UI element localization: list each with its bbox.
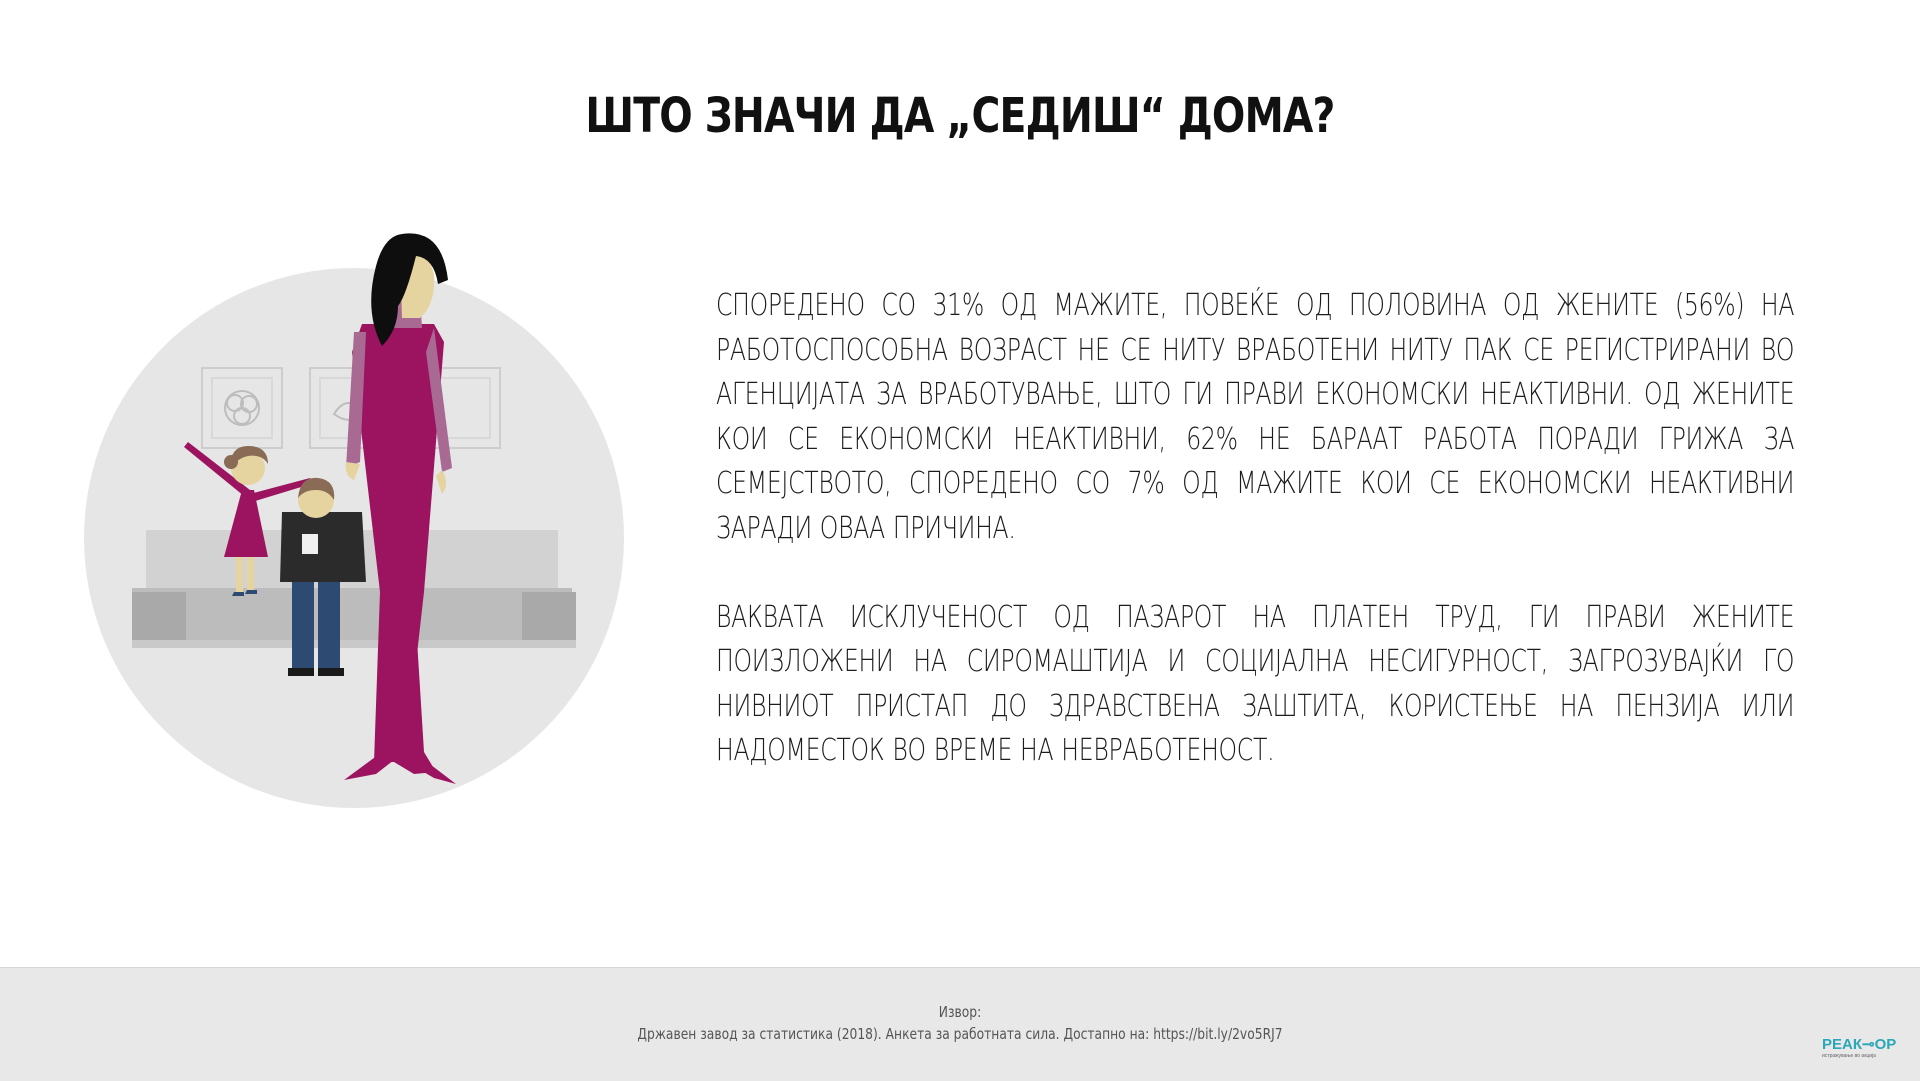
logo-text: РЕАК⊸ОР xyxy=(1822,1036,1897,1053)
paragraph-2: ВАКВАТА ИСКЛУЧЕНОСТ ОД ПАЗАРОТ НА ПЛАТЕН ТРУД, ГИ ПРАВИ ЖЕНИТЕ ПОИЗЛОЖЕНИ НА СИРОМАШТИЈА И СОЦИЈАЛНА НЕСИГУРНОСТ, ЗАГРОЗУВАЈЌИ ГО НИВНИОТ ПРИСТАП ДО ЗДРАВСТВЕНА ЗАШТИТА, КОРИСТЕЊЕ НА ПЕНЗИЈА ИЛИ НАДОМЕСТОК ВО ВРЕМЕ НА НЕВРАБОТЕНОСТ. xyxy=(716,599,1795,769)
main-text xyxy=(716,284,1794,818)
page-title: ШТО ЗНАЧИ ДА „СЕДИШ“ ДОМА? xyxy=(585,88,1335,144)
source-label: Извор: xyxy=(938,1003,982,1021)
family-at-home-illustration xyxy=(84,232,629,810)
logo-tagline: истражување во акција xyxy=(1822,1053,1876,1059)
reaktor-logo xyxy=(1822,1037,1898,1067)
footer xyxy=(0,967,1920,1081)
source-citation xyxy=(173,1001,1747,1045)
paragraph-1: СПОРЕДЕНО СО 31% ОД МАЖИТЕ, ПОВЕЌЕ ОД ПОЛОВИНА ОД ЖЕНИТЕ (56%) НА РАБОТОСПОСОБНА ВОЗРАСТ НЕ СЕ НИТУ ВРАБОТЕНИ НИТУ ПАК СЕ РЕГИСТРИРАНИ ВО АГЕНЦИЈАТА ЗА ВРАБОТУВАЊЕ, ШТО ГИ ПРАВИ ЕКОНОМСКИ НЕАКТИВНИ. ОД ЖЕНИТЕ КОИ СЕ ЕКОНОМСКИ НЕАКТИВНИ, 62% НЕ БАРААТ РАБОТА ПОРАДИ ГРИЖА ЗА СЕМЕЈСТВОТО, СПОРЕДЕНО СО 7% ОД МАЖИТЕ КОИ СЕ ЕКОНОМСКИ НЕАКТИВНИ ЗАРАДИ ОВАА ПРИЧИНА. xyxy=(716,288,1795,546)
source-text: Државен завод за статистика (2018). Анкета за работната сила. Достапно на: https://bit.ly/2vo5RJ7 xyxy=(637,1025,1283,1043)
